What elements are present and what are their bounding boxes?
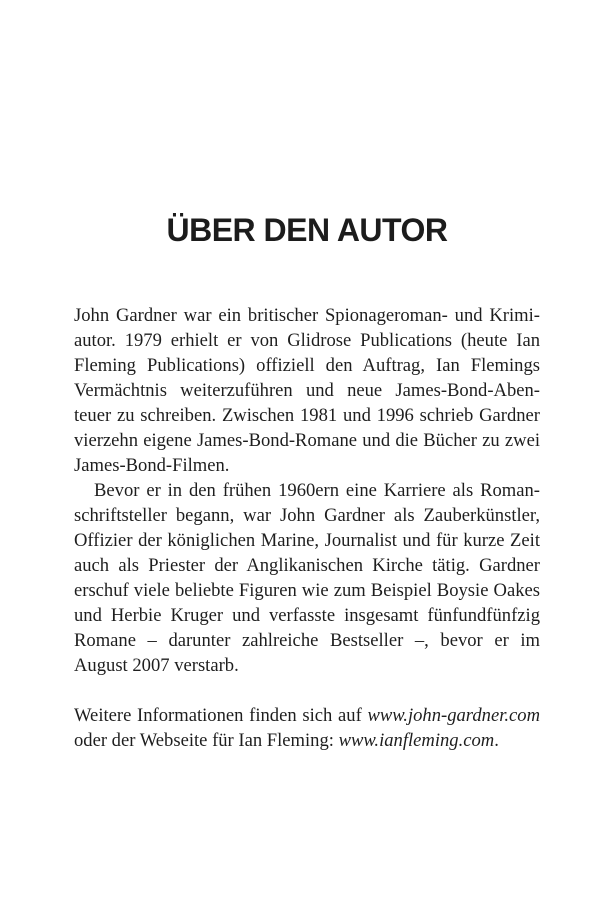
text-segment: Weitere Informationen finden sich auf	[74, 705, 368, 726]
text-line	[74, 703, 540, 728]
text-line: Fleming Publications) offiziell den Auftrag, Ian Flemings	[74, 355, 540, 376]
text-line: und Herbie Kruger und verfasste insgesamt fünfundfünfzig	[74, 605, 540, 626]
text-segment: oder der Webseite für Ian Fleming:	[74, 730, 339, 751]
about-author-text	[74, 303, 540, 753]
text-line: autor. 1979 erhielt er von Glidrose Publications (heute Ian	[74, 330, 540, 351]
paragraph-3	[74, 703, 540, 753]
text-line: auch als Priester der Anglikanischen Kirche tätig. Gardner	[74, 555, 540, 576]
text-line	[74, 728, 540, 753]
url-text: www.john-gardner.com	[367, 705, 540, 726]
paragraph-1	[74, 303, 540, 478]
text-segment: .	[494, 730, 499, 751]
text-line: Vermächtnis weiterzuführen und neue James-Bond-Aben-	[74, 380, 540, 401]
text-line: Bevor er in den frühen 1960ern eine Karriere als Roman-	[94, 480, 540, 501]
url-text: www.ianfleming.com	[338, 730, 495, 751]
chapter-title: ÜBER DEN AUTOR	[166, 212, 448, 249]
text-line: James-Bond-Filmen.	[74, 455, 230, 476]
text-line: John Gardner war ein britischer Spionageroman- und Krimi-	[74, 305, 540, 326]
text-line: vierzehn eigene James-Bond-Romane und die Bücher zu zwei	[74, 430, 540, 451]
text-line: Offizier der königlichen Marine, Journalist und für kurze Zeit	[74, 530, 540, 551]
text-line: teuer zu schreiben. Zwischen 1981 und 1996 schrieb Gardner	[74, 405, 540, 426]
paragraph-2	[74, 478, 540, 678]
text-line: August 2007 verstarb.	[74, 655, 239, 676]
text-line: Romane – darunter zahlreiche Bestseller –, bevor er im	[74, 630, 540, 651]
text-line: erschuf viele beliebte Figuren wie zum Beispiel Boysie Oakes	[74, 580, 540, 601]
text-line: schriftsteller begann, war John Gardner als Zauberkünstler,	[74, 505, 540, 526]
